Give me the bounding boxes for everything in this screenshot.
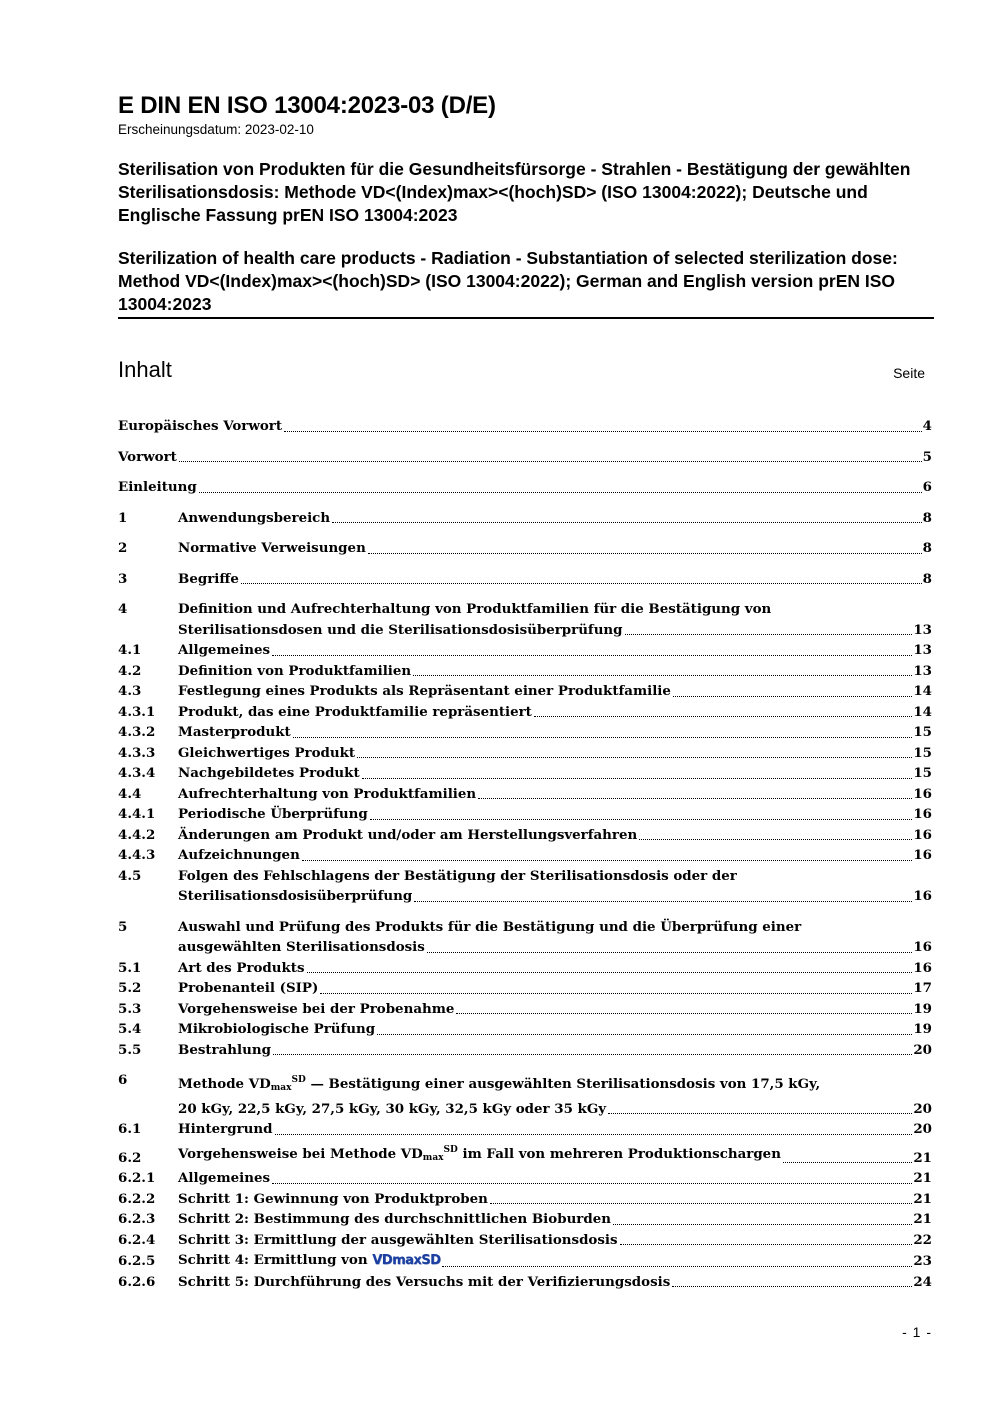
toc-entry-page: 16 xyxy=(913,959,932,976)
toc-entry-page: 22 xyxy=(913,1231,932,1248)
toc-entry-title: Mikrobiologische Prüfung xyxy=(178,1021,376,1037)
table-of-contents xyxy=(118,416,932,1292)
title-english: Sterilization of health care products - Radiation - Substantiation of selected sterilization dose: Method VD<(Index)max><(hoch)SD> (ISO 13004:2022); German and English version prEN ISO 13004:2023 xyxy=(118,247,934,319)
toc-entry-page: 15 xyxy=(913,744,932,761)
toc-entry-number: 5.1 xyxy=(118,959,142,976)
toc-entry-page: 16 xyxy=(913,826,932,843)
toc-entry[interactable] xyxy=(118,1140,932,1169)
toc-entry-page: 8 xyxy=(922,540,932,556)
toc-entry[interactable] xyxy=(118,661,932,682)
toc-entry-number: 4.3.1 xyxy=(118,703,156,720)
toc-entry[interactable] xyxy=(118,640,932,661)
toc-entry-page: 17 xyxy=(913,980,932,996)
title-german: Sterilisation von Produkten für die Gesundheitsfürsorge - Strahlen - Bestätigung der gewählten Sterilisationsdosis: Methode VD<(Index)max><(hoch)SD> (ISO 13004:2022); Deutsche und Englische Fassung prEN ISO 13004:2023 xyxy=(118,159,911,225)
toc-entry[interactable] xyxy=(118,599,932,640)
toc-entry-page: 6 xyxy=(922,479,932,495)
toc-entry-number: 4.4.2 xyxy=(118,826,156,843)
toc-entry[interactable] xyxy=(118,917,932,958)
toc-entry[interactable] xyxy=(118,978,932,999)
toc-entry-title: Bestrahlung xyxy=(178,1041,271,1058)
toc-entry-number: 5 xyxy=(118,918,128,935)
toc-entry-page: 24 xyxy=(913,1273,932,1290)
toc-entry-title-line1: Definition und Aufrechterhaltung von Produktfamilien für die Bestätigung von xyxy=(178,601,772,617)
toc-entry-title: Sterilisationsdosisüberprüfung xyxy=(178,888,413,904)
toc-entry[interactable] xyxy=(118,447,932,468)
toc-entry-title: Anwendungsbereich xyxy=(178,509,331,526)
toc-entry-title: Vorgehensweise bei der Probenahme xyxy=(178,1000,455,1017)
toc-entry-page: 14 xyxy=(913,703,932,720)
toc-entry[interactable] xyxy=(118,722,932,743)
toc-entry-page: 20 xyxy=(913,1100,932,1117)
toc-entry-page: 21 xyxy=(913,1149,932,1166)
toc-entry-number: 4.3 xyxy=(118,683,142,699)
toc-entry-title: Europäisches Vorwort xyxy=(118,418,283,434)
toc-entry-page: 23 xyxy=(913,1253,932,1269)
toc-entry-title: Produkt, das eine Produktfamilie repräsentiert xyxy=(178,703,532,720)
toc-entry[interactable] xyxy=(118,1168,932,1189)
toc-entry-title: Aufrechterhaltung von Produktfamilien xyxy=(178,785,477,802)
toc-entry-page: 21 xyxy=(913,1170,932,1186)
toc-entry-number: 4.3.2 xyxy=(118,724,156,740)
document-header xyxy=(118,92,934,387)
toc-entry-title: Sterilisationsdosen und die Sterilisationsdosisüberprüfung xyxy=(178,621,623,638)
toc-entry-title: Periodische Überprüfung xyxy=(178,806,368,822)
toc-entry[interactable] xyxy=(118,416,932,437)
toc-entry-title: Hintergrund xyxy=(178,1121,273,1137)
toc-entry-number: 6.2.1 xyxy=(118,1170,156,1186)
toc-entry-page: 16 xyxy=(913,847,932,863)
toc-entry[interactable] xyxy=(118,804,932,825)
toc-entry[interactable] xyxy=(118,508,932,529)
toc-entry-number: 4.5 xyxy=(118,867,142,884)
toc-entry-title-line1: Auswahl und Prüfung des Produkts für die Bestätigung und die Überprüfung einer xyxy=(178,918,802,935)
document-id: E DIN EN ISO 13004:2023-03 (D/E) xyxy=(118,92,496,119)
toc-entry-title: Probenanteil (SIP) xyxy=(178,980,319,996)
toc-entry-page: 19 xyxy=(913,1021,932,1037)
toc-entry-number: 4.1 xyxy=(118,642,142,658)
toc-entry[interactable] xyxy=(118,1189,932,1210)
toc-entry[interactable] xyxy=(118,958,932,979)
toc-entry[interactable] xyxy=(118,866,932,907)
toc-entry-number: 4.4.3 xyxy=(118,847,156,863)
toc-entry-number: 6.2.6 xyxy=(118,1273,156,1290)
publication-date: Erscheinungsdatum: 2023-02-10 xyxy=(118,122,314,137)
toc-entry[interactable] xyxy=(118,702,932,723)
toc-entry-title: Schritt 5: Durchführung des Versuchs mit der Verifizierungsdosis xyxy=(178,1273,671,1290)
vdmax-formula-image: VDmaxSD xyxy=(372,1253,441,1268)
toc-entry-title: Einleitung xyxy=(118,479,197,495)
toc-entry-page: 13 xyxy=(913,642,932,658)
toc-entry[interactable] xyxy=(118,999,932,1020)
toc-entry-number: 5.3 xyxy=(118,1000,142,1017)
toc-entry[interactable] xyxy=(118,538,932,559)
toc-entry-number: 4.3.4 xyxy=(118,765,156,781)
toc-entry[interactable] xyxy=(118,1230,932,1251)
toc-entry-number: 2 xyxy=(118,540,128,556)
toc-entry-title-line1: Folgen des Fehlschlagens der Bestätigung der Sterilisationsdosis oder der xyxy=(178,867,737,884)
toc-entry[interactable] xyxy=(118,1119,932,1140)
toc-entry-title: 20 kGy, 22,5 kGy, 27,5 kGy, 30 kGy, 32,5 kGy oder 35 kGy xyxy=(178,1100,607,1117)
toc-entry-page: 21 xyxy=(913,1190,932,1207)
toc-entry-title: Gleichwertiges Produkt xyxy=(178,744,356,761)
toc-entry-number: 4.2 xyxy=(118,662,142,679)
toc-entry-page: 8 xyxy=(922,509,932,526)
toc-entry-page: 14 xyxy=(913,683,932,699)
toc-entry-page: 13 xyxy=(913,662,932,679)
toc-entry-number: 5.4 xyxy=(118,1021,142,1037)
toc-entry-page: 16 xyxy=(913,939,932,955)
toc-entry-title: Schritt 4: Ermittlung von VDmaxSD xyxy=(178,1250,440,1272)
toc-entry[interactable] xyxy=(118,1250,932,1272)
toc-entry-number: 6.2.3 xyxy=(118,1211,156,1227)
toc-entry-number: 6.2 xyxy=(118,1149,142,1166)
toc-entry[interactable] xyxy=(118,743,932,764)
toc-entry[interactable] xyxy=(118,1272,932,1293)
toc-entry-number: 4.3.3 xyxy=(118,744,156,761)
toc-entry-title: Schritt 1: Gewinnung von Produktproben xyxy=(178,1190,488,1207)
toc-entry-title: Vorgehensweise bei Methode $VD_{max}^{SD}$ im Fall von mehreren Produktionschargen xyxy=(178,1144,781,1163)
toc-entry-title: Allgemeines xyxy=(178,642,271,658)
toc-entry-title: Nachgebildetes Produkt xyxy=(178,765,360,781)
toc-entry[interactable] xyxy=(118,1070,932,1119)
toc-entry-page: 21 xyxy=(913,1211,932,1227)
toc-entry-number: 3 xyxy=(118,570,128,587)
toc-entry-title: Vorwort xyxy=(118,448,177,465)
toc-entry-page: 16 xyxy=(913,888,932,904)
toc-entry-page: 15 xyxy=(913,765,932,781)
toc-entry-title: Festlegung eines Produkts als Repräsentant einer Produktfamilie xyxy=(178,683,671,699)
toc-entry-page: 16 xyxy=(913,806,932,822)
toc-entry-title: Schritt 3: Ermittlung der ausgewählten Sterilisationsdosis xyxy=(178,1231,618,1248)
toc-entry-page: 13 xyxy=(913,621,932,638)
toc-entry[interactable] xyxy=(118,784,932,805)
toc-entry[interactable] xyxy=(118,1040,932,1061)
toc-entry-title: ausgewählten Sterilisationsdosis xyxy=(178,939,425,955)
toc-entry-page: 15 xyxy=(913,724,932,740)
toc-entry-title: Definition von Produktfamilien xyxy=(178,662,412,679)
page-number: - 1 - xyxy=(902,1324,932,1340)
toc-entry-page: 8 xyxy=(922,570,932,587)
toc-entry[interactable] xyxy=(118,1019,932,1040)
toc-entry-page: 4 xyxy=(922,418,932,434)
toc-entry[interactable] xyxy=(118,477,932,498)
toc-entry-number: 4.4 xyxy=(118,785,142,802)
toc-entry[interactable] xyxy=(118,825,932,846)
toc-entry-title: Normative Verweisungen xyxy=(178,540,366,556)
toc-entry-title-line1: Methode $VD_{max}^{SD}$ — Bestätigung einer ausgewählten Sterilisationsdosis von 17,5 kGy, xyxy=(178,1075,821,1093)
toc-entry-page: 19 xyxy=(913,1000,932,1017)
toc-entry-page: 5 xyxy=(922,448,932,465)
toc-entry-title: Aufzeichnungen xyxy=(178,847,300,863)
toc-entry-title: Änderungen am Produkt und/oder am Herstellungsverfahren xyxy=(178,826,638,843)
contents-heading xyxy=(118,357,934,387)
contents-title: Inhalt xyxy=(118,357,172,382)
toc-entry-number: 6.2.4 xyxy=(118,1231,156,1248)
toc-entry-number: 5.5 xyxy=(118,1041,142,1058)
toc-entry-number: 4.4.1 xyxy=(118,806,156,822)
toc-entry-number: 6 xyxy=(118,1072,128,1088)
toc-entry-number: 6.2.5 xyxy=(118,1253,156,1269)
toc-entry-page: 20 xyxy=(913,1041,932,1058)
toc-entry-page: 20 xyxy=(913,1121,932,1137)
toc-entry-title: Masterprodukt xyxy=(178,724,291,740)
toc-entry-title: Art des Produkts xyxy=(178,959,305,976)
toc-entry-title: Allgemeines xyxy=(178,1170,271,1186)
toc-entry[interactable] xyxy=(118,1209,932,1230)
toc-entry[interactable] xyxy=(118,845,932,866)
toc-entry[interactable] xyxy=(118,569,932,590)
toc-entry[interactable] xyxy=(118,681,932,702)
toc-entry-title: Schritt 2: Bestimmung des durchschnittlichen Bioburden xyxy=(178,1211,611,1227)
toc-entry-number: 6.1 xyxy=(118,1121,142,1137)
toc-entry-number: 6.2.2 xyxy=(118,1190,156,1207)
toc-entry-page: 16 xyxy=(913,785,932,802)
toc-entry-title: Begriffe xyxy=(178,570,239,587)
toc-entry-number: 4 xyxy=(118,601,128,617)
toc-entry-number: 1 xyxy=(118,509,128,526)
toc-entry[interactable] xyxy=(118,763,932,784)
toc-entry-number: 5.2 xyxy=(118,980,142,996)
page-column-label: Seite xyxy=(893,365,925,381)
